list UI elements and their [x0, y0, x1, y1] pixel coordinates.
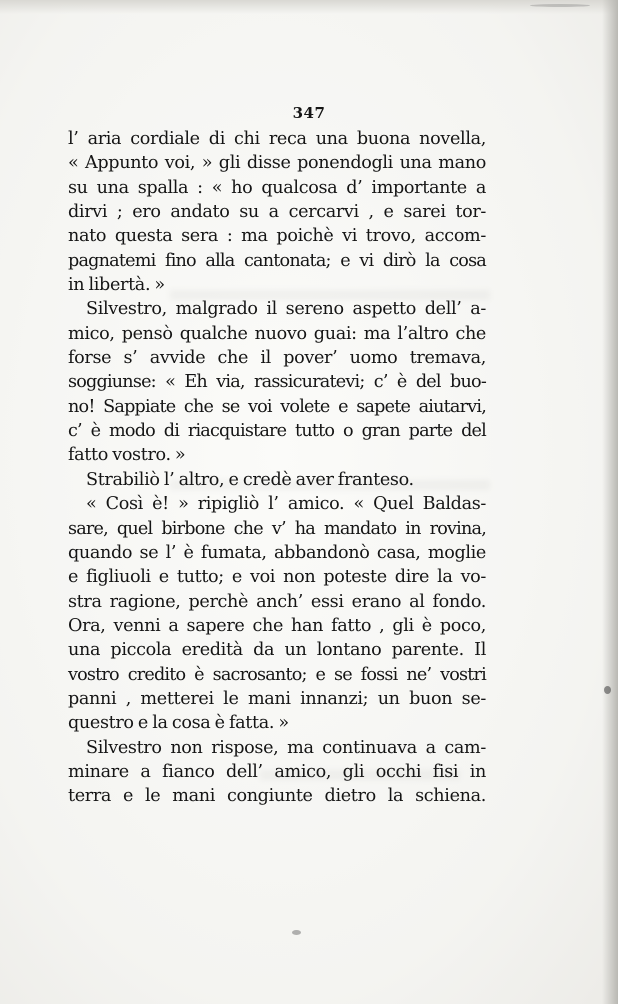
text-line: c’ è modo di riacquistare tutto o gran parte del: [68, 421, 486, 442]
text-line: Strabiliò l’ altro, e credè aver franteso.: [86, 469, 414, 490]
text-line: mico, pensò qualche nuovo guai: ma l’altro che: [68, 323, 486, 344]
text-line: « Così è! » ripigliò l’ amico. « Quel Baldas-: [86, 494, 486, 515]
text-line: soggiunse: « Eh via, rassicuratevi; c’ è del buo-: [68, 372, 486, 393]
text-line: terra e le mani congiunte dietro la schiena.: [68, 786, 486, 807]
text-line: dirvi ; ero andato su a cercarvi , e sarei tor-: [68, 202, 486, 223]
text-line: minare a fianco dell’ amico, gli occhi fisi in: [68, 761, 486, 782]
text-line: stra ragione, perchè anch’ essi erano al fondo.: [68, 591, 486, 612]
text-line: su una spalla : « ho qualcosa d’ importante a: [68, 177, 486, 198]
text-line: « Appunto voi, » gli disse ponendogli una mano: [68, 153, 486, 174]
text-line: vostro credito è sacrosanto; e se fossi ne’ vostri: [68, 664, 486, 685]
ink-speck: [292, 930, 301, 935]
ink-speck: [530, 4, 590, 7]
text-line: Silvestro, malgrado il sereno aspetto dell’ a-: [86, 299, 486, 320]
text-line: Silvestro non rispose, ma continuava a cam-: [86, 737, 486, 758]
text-line: no! Sappiate che se voi volete e sapete aiutarvi,: [68, 396, 486, 417]
body-text: [68, 127, 486, 809]
text-line: l’ aria cordiale di chi reca una buona novella,: [68, 129, 486, 149]
text-line: fatto vostro. »: [68, 445, 186, 466]
page-top-shadow: [0, 0, 618, 14]
text-line: pagnatemi fino alla cantonata; e vi dirò la cosa: [68, 250, 486, 271]
text-line: panni , metterei le mani innanzi; un buon se-: [68, 688, 486, 709]
text-line: questro e la cosa è fatta. »: [68, 713, 289, 734]
page-gutter-shadow: [602, 0, 618, 1004]
text-line: Ora, venni a sapere che han fatto , gli è poco,: [68, 615, 486, 636]
ink-speck: [604, 686, 611, 694]
text-line: sare, quel birbone che v’ ha mandato in rovina,: [68, 518, 486, 539]
text-line: quando se l’ è fumata, abbandonò casa, moglie: [68, 542, 486, 563]
text-line: e figliuoli e tutto; e voi non poteste dire la vo-: [68, 567, 486, 588]
page-number: 347: [292, 104, 326, 122]
text-line: forse s’ avvide che il pover’ uomo tremava,: [68, 348, 486, 369]
text-line: in libertà. »: [68, 275, 165, 296]
text-line: una piccola eredità da un lontano parente. Il: [68, 640, 486, 661]
text-line: nato questa sera : ma poichè vi trovo, accom-: [68, 226, 486, 247]
